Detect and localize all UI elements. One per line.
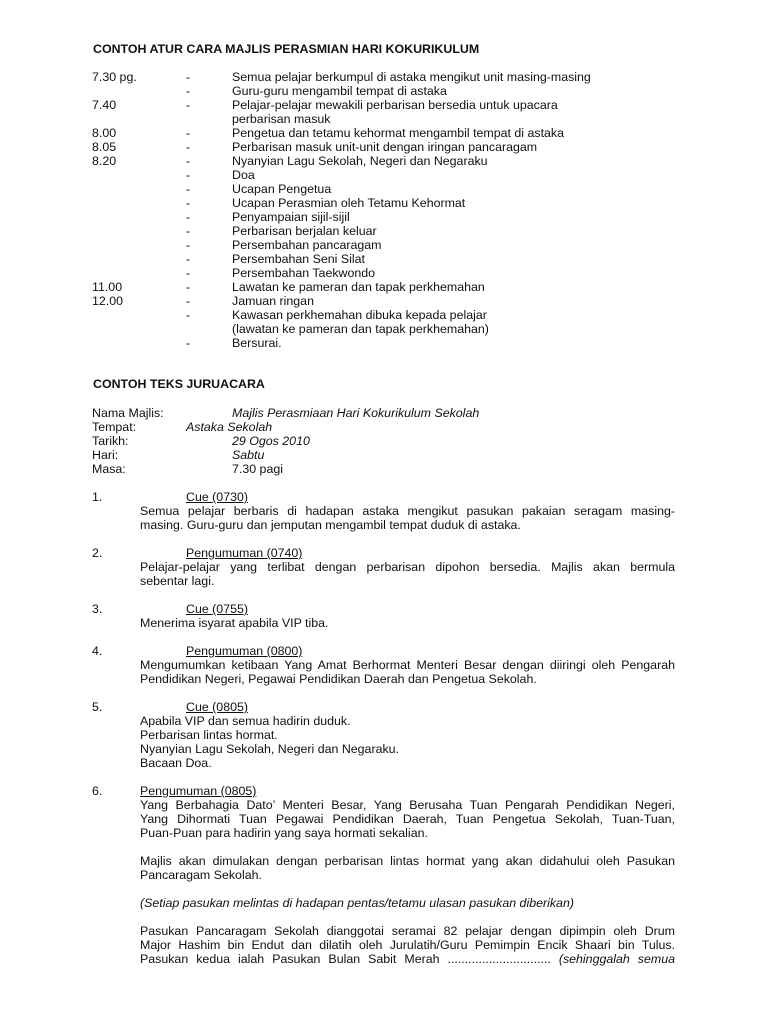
item-number: 6. (92, 784, 103, 798)
schedule-dash: - (186, 294, 191, 308)
info-label: Tempat: (92, 420, 137, 434)
info-label: Hari: (92, 448, 119, 462)
item-heading: Pengumuman (0805) (140, 784, 257, 798)
body-line: Yang Dihormati Tuan Pegawai Pendidikan Daerah, Tuan Pengetua Sekolah, Tuan-Tuan, (140, 812, 675, 826)
item-body (140, 560, 675, 588)
schedule-text: Penyampaian sijil-sijil (232, 210, 350, 224)
item6-paragraph-2 (140, 854, 675, 882)
schedule-text: Bersurai. (232, 336, 282, 350)
schedule-dash: - (186, 140, 191, 154)
body-text: Pasukan kedua ialah Pasukan Bulan Sabit Merah .............................. (140, 952, 551, 966)
body-line: Pendidikan Negeri, Pegawai Pendidikan Daerah dan Pengetua Sekolah. (140, 672, 537, 686)
item-body (140, 798, 675, 840)
body-text-italic: (sehinggalah semua (558, 952, 675, 966)
schedule-dash: - (186, 210, 191, 224)
schedule-text: Doa (232, 168, 255, 182)
schedule-time: 7.30 pg. (92, 70, 137, 84)
item6-paragraph-3 (140, 924, 675, 966)
body-line: masing. Guru-guru dan jemputan mengambil tempat duduk di astaka. (140, 518, 521, 532)
schedule-dash: - (186, 266, 191, 280)
schedule-text: perbarisan masuk (232, 112, 331, 126)
schedule-time: 8.05 (92, 140, 117, 154)
item-heading: Cue (0805) (186, 700, 248, 714)
schedule-text: Lawatan ke pameran dan tapak perkhemahan (232, 280, 485, 294)
body-line: Bacaan Doa. (140, 756, 212, 770)
schedule-text: Pengetua dan tetamu kehormat mengambil tempat di astaka (232, 126, 564, 140)
schedule-text: Pelajar-pelajar mewakili perbarisan bersedia untuk upacara (232, 98, 558, 112)
item-number: 1. (92, 490, 103, 504)
schedule-dash: - (186, 252, 191, 266)
info-label: Tarikh: (92, 434, 129, 448)
schedule-text: Nyanyian Lagu Sekolah, Negeri dan Negaraku (232, 154, 488, 168)
body-line: Major Hashim bin Endut dan dilatih oleh Jurulatih/Guru Pemimpin Encik Shaari bin Tulus. (140, 938, 675, 952)
schedule-text: Persembahan Seni Silat (232, 252, 365, 266)
body-line: sebentar lagi. (140, 574, 215, 588)
schedule-text: Ucapan Pengetua (232, 182, 332, 196)
schedule-dash: - (186, 336, 191, 350)
item-body (140, 714, 675, 770)
info-value: Astaka Sekolah (186, 420, 273, 434)
mc-text-title: CONTOH TEKS JURUACARA (93, 377, 265, 391)
body-line: Semua pelajar berbaris di hadapan astaka mengikut pasukan pakaian seragam masing- (140, 504, 675, 518)
schedule-dash: - (186, 308, 191, 322)
schedule-dash: - (186, 154, 191, 168)
schedule-text: Persembahan pancaragam (232, 238, 382, 252)
schedule-dash: - (186, 238, 191, 252)
schedule-title: CONTOH ATUR CARA MAJLIS PERASMIAN HARI KOKURIKULUM (93, 42, 480, 56)
schedule-time: 12.00 (92, 294, 124, 308)
schedule-dash: - (186, 196, 191, 210)
schedule-time: 8.20 (92, 154, 117, 168)
item-heading: Pengumuman (0740) (186, 546, 303, 560)
schedule-text: Jamuan ringan (232, 294, 314, 308)
body-line: Mengumumkan ketibaan Yang Amat Berhormat Menteri Besar dengan diiringi oleh Pengarah (140, 658, 675, 672)
item-heading: Pengumuman (0800) (186, 644, 303, 658)
item-body (140, 504, 675, 532)
schedule-text: Persembahan Taekwondo (232, 266, 376, 280)
body-line: Pasukan Pancaragam Sekolah dianggotai seramai 82 pelajar dengan dipimpin oleh Drum (140, 924, 675, 938)
schedule-dash: - (186, 168, 191, 182)
body-line: Majlis akan dimulakan dengan perbarisan lintas hormat yang akan didahului oleh Pasukan (140, 854, 675, 868)
item-heading: Cue (0730) (186, 490, 248, 504)
item-number: 4. (92, 644, 103, 658)
schedule-dash: - (186, 84, 191, 98)
body-line: (Setiap pasukan melintas di hadapan pentas/tetamu ulasan pasukan diberikan) (140, 896, 574, 910)
schedule-dash: - (186, 224, 191, 238)
schedule-dash: - (186, 70, 191, 84)
item-number: 2. (92, 546, 103, 560)
info-value: 29 Ogos 2010 (232, 434, 310, 448)
schedule-dash: - (186, 280, 191, 294)
item-number: 5. (92, 700, 103, 714)
schedule-text: Semua pelajar berkumpul di astaka mengikut unit masing-masing (232, 70, 591, 84)
schedule-time: 8.00 (92, 126, 117, 140)
schedule-time: 11.00 (92, 280, 123, 294)
info-label: Nama Majlis: (92, 406, 164, 420)
schedule-dash: - (186, 182, 191, 196)
schedule-text: Perbarisan berjalan keluar (232, 224, 377, 238)
schedule-text: Kawasan perkhemahan dibuka kepada pelajar (232, 308, 487, 322)
body-line: Puan-Puan para hadirin yang saya hormati sekalian. (140, 826, 428, 840)
item-body (140, 658, 675, 686)
schedule-time: 7.40 (92, 98, 117, 112)
schedule-text: Perbarisan masuk unit-unit dengan iringan pancaragam (232, 140, 538, 154)
schedule-dash: - (186, 98, 191, 112)
info-value: Sabtu (232, 448, 265, 462)
info-value: 7.30 pagi (232, 462, 283, 476)
body-line: Nyanyian Lagu Sekolah, Negeri dan Negaraku. (140, 742, 399, 756)
schedule-dash: - (186, 126, 191, 140)
item6-note (140, 896, 675, 910)
body-line: Menerima isyarat apabila VIP tiba. (140, 616, 329, 630)
body-line: Pelajar-pelajar yang terlibat dengan perbarisan dipohon bersedia. Majlis akan bermula (140, 560, 675, 574)
schedule-text: Ucapan Perasmian oleh Tetamu Kehormat (232, 196, 466, 210)
info-value: Majlis Perasmiaan Hari Kokurikulum Sekolah (232, 406, 480, 420)
body-line: Pancaragam Sekolah. (140, 868, 262, 882)
schedule-text: Guru-guru mengambil tempat di astaka (232, 84, 447, 98)
item-body (140, 616, 675, 630)
info-label: Masa: (92, 462, 126, 476)
item-number: 3. (92, 602, 103, 616)
item-heading: Cue (0755) (186, 602, 248, 616)
body-line: Apabila VIP dan semua hadirin duduk. (140, 714, 351, 728)
schedule-text: (lawatan ke pameran dan tapak perkhemahan) (232, 322, 489, 336)
body-line: Perbarisan lintas hormat. (140, 728, 278, 742)
body-line (140, 952, 675, 966)
body-line: Yang Berbahagia Dato’ Menteri Besar, Yang Berusaha Tuan Pengarah Pendidikan Negeri, (140, 798, 675, 812)
